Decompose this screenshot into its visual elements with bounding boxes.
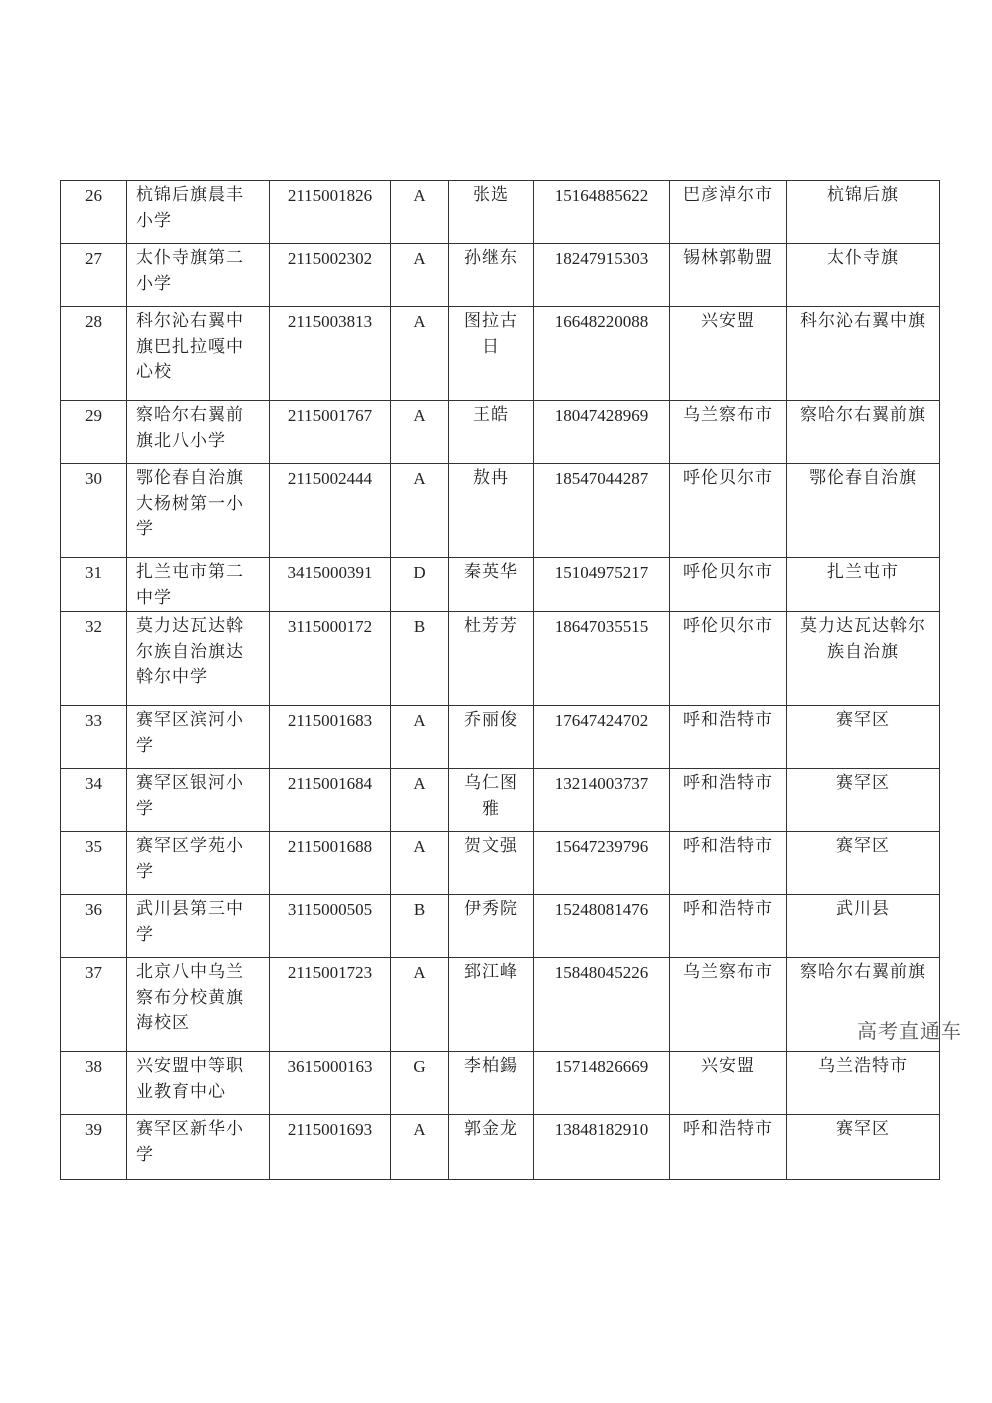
school-category: A (391, 706, 449, 769)
school-name: 赛罕区学苑小学 (127, 832, 270, 895)
row-number: 29 (61, 401, 127, 464)
contact-name: 孙继东 (449, 244, 534, 307)
row-number: 30 (61, 464, 127, 558)
contact-name: 伊秀院 (449, 895, 534, 958)
school-category: A (391, 464, 449, 558)
county: 杭锦后旗 (787, 181, 940, 244)
contact-phone: 15164885622 (534, 181, 670, 244)
contact-name: 杜芳芳 (449, 612, 534, 706)
county: 赛罕区 (787, 1115, 940, 1180)
city: 呼和浩特市 (670, 706, 787, 769)
row-number: 28 (61, 307, 127, 401)
contact-name: 秦英华 (449, 558, 534, 612)
city: 兴安盟 (670, 1052, 787, 1115)
school-category: A (391, 307, 449, 401)
city: 锡林郭勒盟 (670, 244, 787, 307)
school-category: A (391, 832, 449, 895)
row-number: 27 (61, 244, 127, 307)
school-category: B (391, 612, 449, 706)
school-category: D (391, 558, 449, 612)
school-code: 3115000172 (270, 612, 391, 706)
school-name: 扎兰屯市第二中学 (127, 558, 270, 612)
row-number: 36 (61, 895, 127, 958)
school-code: 2115001688 (270, 832, 391, 895)
school-code: 3615000163 (270, 1052, 391, 1115)
city: 呼和浩特市 (670, 895, 787, 958)
contact-name: 张选 (449, 181, 534, 244)
row-number: 37 (61, 958, 127, 1052)
city: 乌兰察布市 (670, 958, 787, 1052)
contact-name: 敖冉 (449, 464, 534, 558)
school-code: 2115003813 (270, 307, 391, 401)
contact-phone: 18047428969 (534, 401, 670, 464)
school-category: B (391, 895, 449, 958)
city: 呼伦贝尔市 (670, 464, 787, 558)
contact-phone: 13848182910 (534, 1115, 670, 1180)
school-name: 兴安盟中等职业教育中心 (127, 1052, 270, 1115)
row-number: 39 (61, 1115, 127, 1180)
row-number: 31 (61, 558, 127, 612)
row-number: 33 (61, 706, 127, 769)
school-contact-table (60, 180, 940, 1180)
contact-phone: 16648220088 (534, 307, 670, 401)
contact-phone: 17647424702 (534, 706, 670, 769)
county: 莫力达瓦达斡尔族自治旗 (787, 612, 940, 706)
county: 太仆寺旗 (787, 244, 940, 307)
contact-name: 郅江峰 (449, 958, 534, 1052)
county: 赛罕区 (787, 832, 940, 895)
city: 呼伦贝尔市 (670, 612, 787, 706)
contact-phone: 18247915303 (534, 244, 670, 307)
county: 扎兰屯市 (787, 558, 940, 612)
county: 科尔沁右翼中旗 (787, 307, 940, 401)
school-name: 察哈尔右翼前旗北八小学 (127, 401, 270, 464)
school-code: 2115001683 (270, 706, 391, 769)
contact-phone: 15714826669 (534, 1052, 670, 1115)
contact-name: 乔丽俊 (449, 706, 534, 769)
school-name: 科尔沁右翼中旗巴扎拉嘎中心校 (127, 307, 270, 401)
contact-name: 郭金龙 (449, 1115, 534, 1180)
school-name: 北京八中乌兰察布分校黄旗海校区 (127, 958, 270, 1052)
contact-phone: 18647035515 (534, 612, 670, 706)
school-name: 莫力达瓦达斡尔族自治旗达斡尔中学 (127, 612, 270, 706)
school-category: A (391, 958, 449, 1052)
school-name: 赛罕区滨河小学 (127, 706, 270, 769)
contact-phone: 15104975217 (534, 558, 670, 612)
contact-phone: 15647239796 (534, 832, 670, 895)
city: 呼和浩特市 (670, 832, 787, 895)
school-code: 3115000505 (270, 895, 391, 958)
school-name: 武川县第三中学 (127, 895, 270, 958)
school-name: 太仆寺旗第二小学 (127, 244, 270, 307)
school-code: 2115002444 (270, 464, 391, 558)
contact-phone: 13214003737 (534, 769, 670, 832)
row-number: 35 (61, 832, 127, 895)
contact-phone: 15848045226 (534, 958, 670, 1052)
contact-name: 王皓 (449, 401, 534, 464)
county: 乌兰浩特市 (787, 1052, 940, 1115)
school-code: 2115001684 (270, 769, 391, 832)
city: 乌兰察布市 (670, 401, 787, 464)
row-number: 38 (61, 1052, 127, 1115)
school-category: A (391, 401, 449, 464)
city: 呼伦贝尔市 (670, 558, 787, 612)
school-code: 3415000391 (270, 558, 391, 612)
row-number: 32 (61, 612, 127, 706)
school-category: A (391, 1115, 449, 1180)
school-code: 2115001826 (270, 181, 391, 244)
city: 呼和浩特市 (670, 1115, 787, 1180)
row-number: 34 (61, 769, 127, 832)
county: 武川县 (787, 895, 940, 958)
county: 察哈尔右翼前旗 (787, 958, 940, 1052)
contact-name: 贺文强 (449, 832, 534, 895)
county: 鄂伦春自治旗 (787, 464, 940, 558)
school-name: 杭锦后旗晨丰小学 (127, 181, 270, 244)
watermark-text: 高考直通车 (857, 1019, 962, 1043)
school-code: 2115002302 (270, 244, 391, 307)
school-name: 赛罕区银河小学 (127, 769, 270, 832)
school-category: G (391, 1052, 449, 1115)
row-number: 26 (61, 181, 127, 244)
school-category: A (391, 769, 449, 832)
contact-name: 乌仁图雅 (449, 769, 534, 832)
contact-name: 李柏鍚 (449, 1052, 534, 1115)
school-category: A (391, 244, 449, 307)
school-code: 2115001693 (270, 1115, 391, 1180)
city: 呼和浩特市 (670, 769, 787, 832)
school-name: 赛罕区新华小学 (127, 1115, 270, 1180)
school-category: A (391, 181, 449, 244)
county: 赛罕区 (787, 706, 940, 769)
school-code: 2115001767 (270, 401, 391, 464)
contact-name: 图拉古日 (449, 307, 534, 401)
city: 巴彦淖尔市 (670, 181, 787, 244)
table-body (61, 181, 940, 1180)
city: 兴安盟 (670, 307, 787, 401)
contact-phone: 18547044287 (534, 464, 670, 558)
contact-phone: 15248081476 (534, 895, 670, 958)
county: 察哈尔右翼前旗 (787, 401, 940, 464)
school-name: 鄂伦春自治旗大杨树第一小学 (127, 464, 270, 558)
county: 赛罕区 (787, 769, 940, 832)
school-code: 2115001723 (270, 958, 391, 1052)
